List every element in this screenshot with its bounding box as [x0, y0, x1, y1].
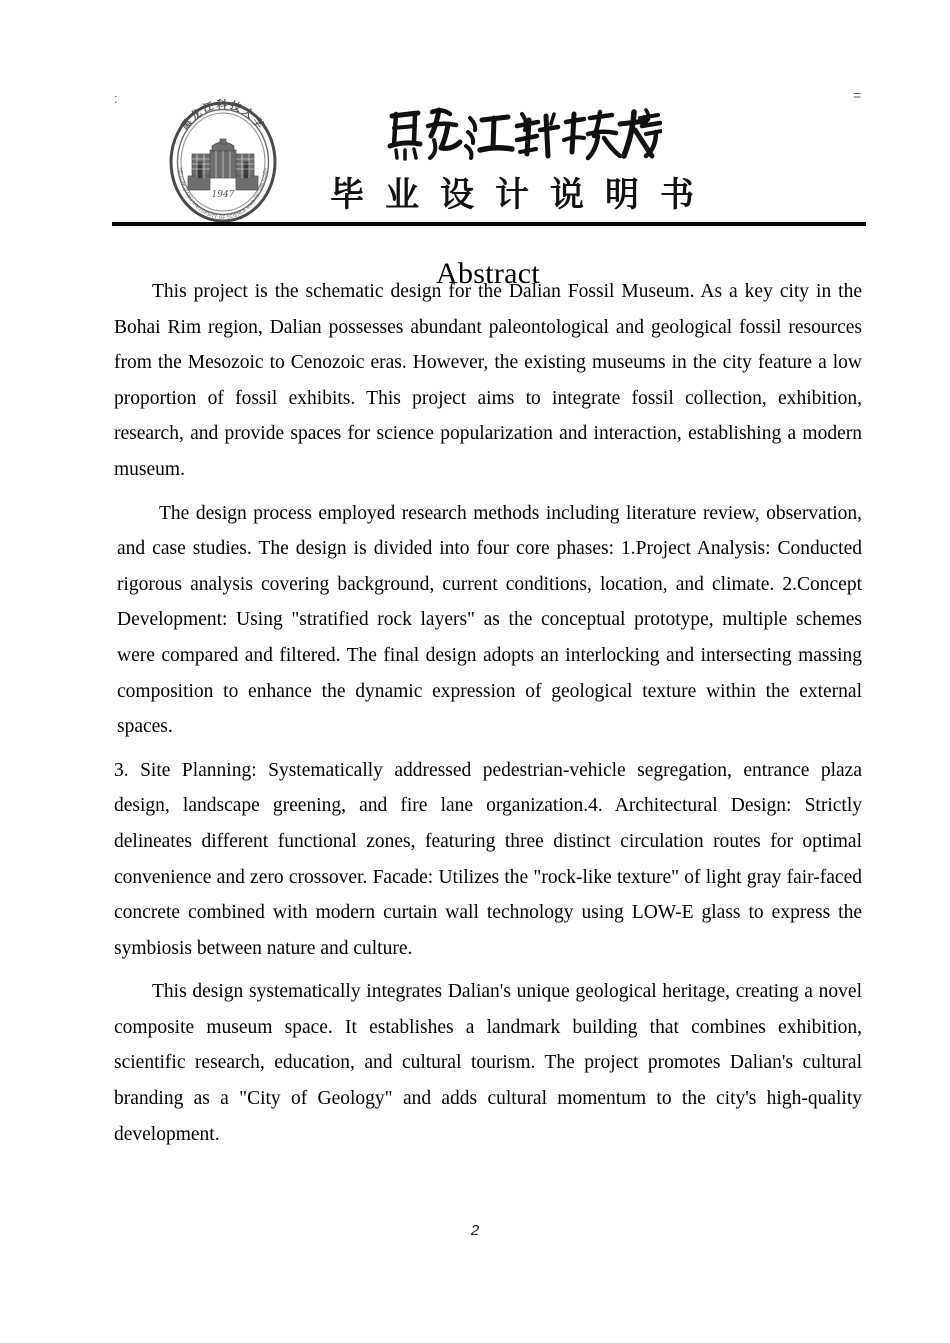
abstract-paragraph-1: This project is the schematic design for the Dalian Fossil Museum. As a key city in the Bohai Rim region, Dalian possesses abundant paleontological and geological fossil resources from the Mesozoic to Cenozoic eras. However, the existing museums in the city feature a low proportion of fossil exhibits. This project aims to integrate fossil collection, exhibition, research, and provide spaces for science popularization and interaction, establishing a modern museum.	[114, 281, 862, 480]
page-number: 2	[470, 1222, 480, 1239]
abstract-paragraph-4: This design systematically integrates Dalian's unique geological heritage, creating a novel composite museum space. It establishes a landmark building that combines exhibition, scientific research, education, and cultural tourism. The project promotes Dalian's cultural branding as a "City of Geology" and adds cultural momentum to the city's high-quality development.	[114, 981, 862, 1145]
document-header	[112, 96, 866, 222]
svg-text:黑龙江科技大学: 黑龙江科技大学	[179, 99, 267, 133]
university-seal-icon	[164, 98, 282, 222]
document-type-label-cn: 毕业设计说明书	[330, 175, 715, 215]
header-divider-rule	[112, 222, 866, 226]
corner-mark-right: =	[853, 87, 862, 103]
abstract-paragraph-3: 3. Site Planning: Systematically addressed pedestrian-vehicle segregation, entrance plaza design, landscape greening, and fire lane organization.4. Architectural Design: Strictly delineates different functional zones, featuring three distinct circulation routes for optimal convenience and zero crossover. Facade: Utilizes the "rock-like texture" of light gray fair-faced concrete combined with modern curtain wall technology using LOW-E glass to express the symbiosis between nature and culture.	[114, 759, 862, 959]
university-name-calligraphy	[384, 100, 662, 172]
svg-text:HEILONGJIANG UNIVERSITY OF SCI: HEILONGJIANG UNIVERSITY OF SCIENCE AND TECHNOLOGY	[177, 167, 269, 222]
corner-mark-left: :	[114, 91, 118, 106]
page-title: Abstract	[435, 257, 541, 291]
seal-founded-year: 1947	[211, 190, 235, 200]
abstract-body	[114, 274, 862, 1152]
abstract-paragraph-2: The design process employed research methods including literature review, observation, and case studies. The design is divided into four core phases: 1.Project Analysis: Conducted rigorous analysis covering background, current conditions, location, and climate. 2.Concept Development: Using "stratified rock layers" as the conceptual prototype, multiple schemes were compared and filtered. The final design adopts an interlocking and intersecting massing composition to enhance the dynamic expression of geological texture within the external spaces.	[117, 502, 862, 738]
